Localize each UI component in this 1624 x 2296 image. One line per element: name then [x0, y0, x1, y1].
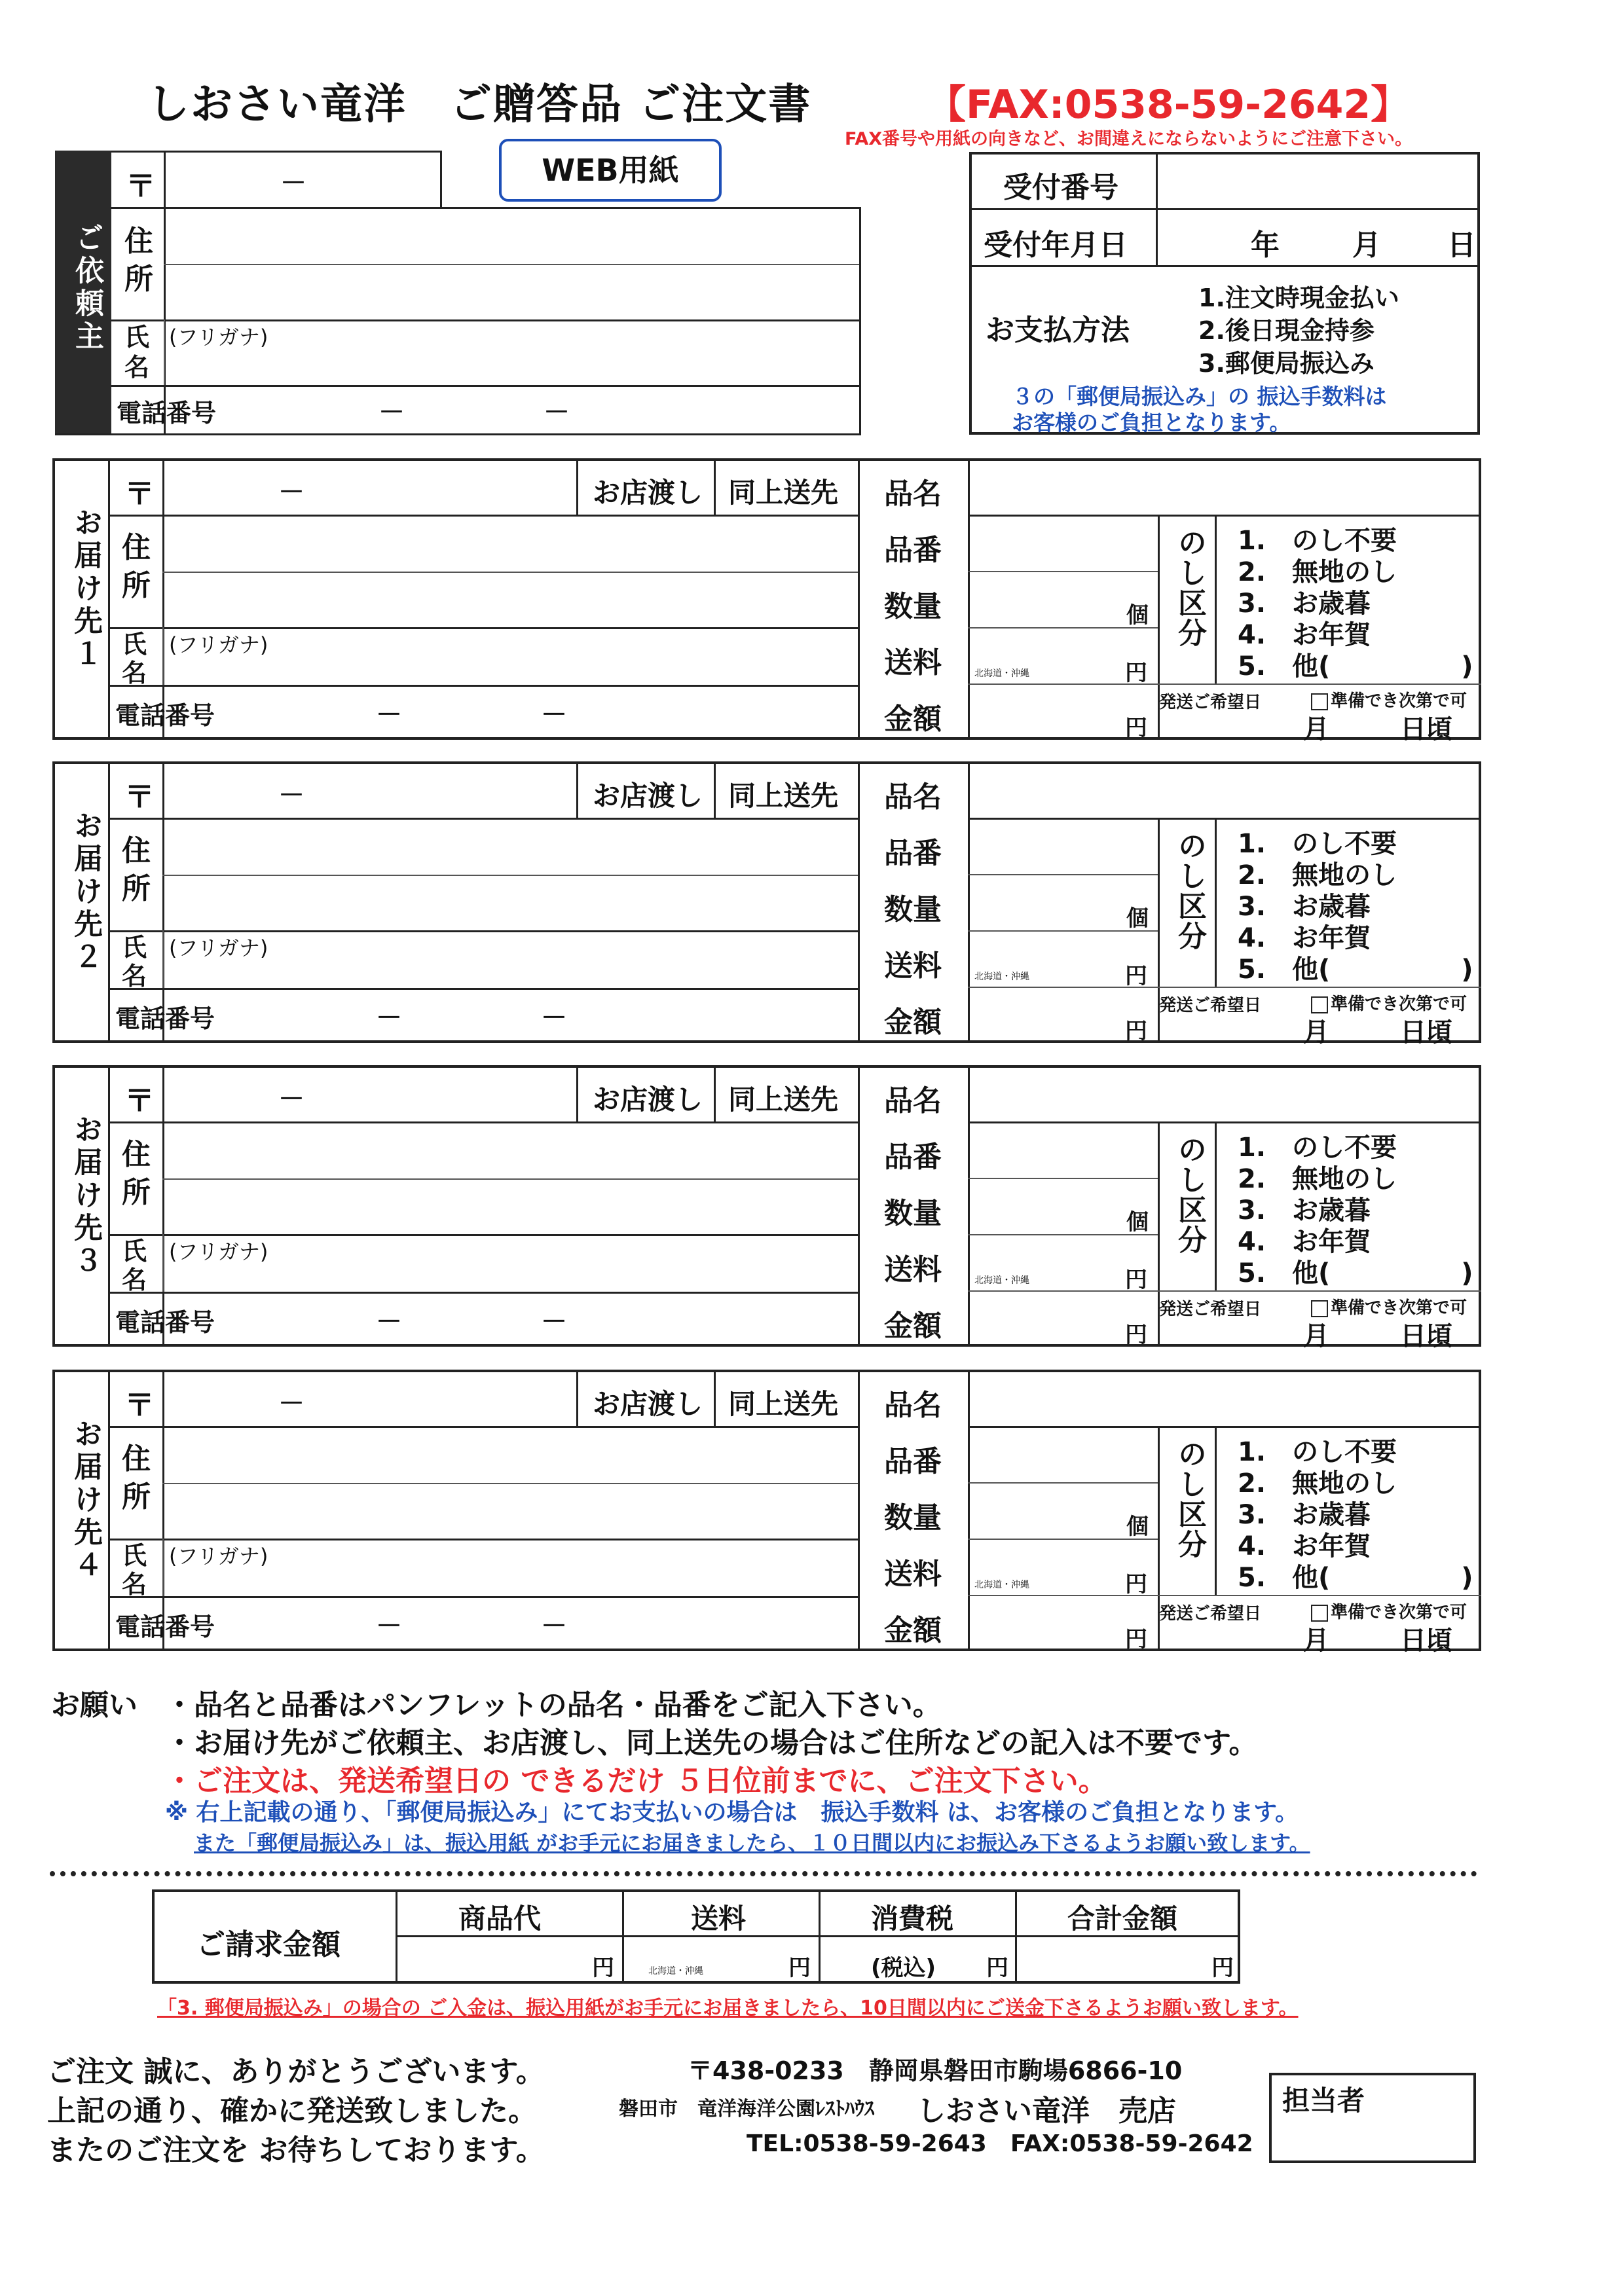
- receipt-date-field[interactable]: [1160, 212, 1477, 263]
- delivery-3-hokkaido-note: 北海道・沖縄: [974, 1275, 1029, 1286]
- delivery-2-item-name-field[interactable]: [972, 765, 1477, 815]
- delivery-3-postal-dash: －: [278, 1084, 304, 1114]
- requester-phone-dash1: －: [378, 397, 405, 428]
- delivery-2-name-field[interactable]: [166, 958, 854, 987]
- delivery-2-month-label: 月: [1303, 1017, 1329, 1048]
- thanks-line-1: ご注文 誠に、ありがとうございます。: [47, 2055, 545, 2088]
- checkbox-icon: [1311, 1605, 1328, 1622]
- thanks-line-2: 上記の通り、確かに発送致しました。: [47, 2094, 537, 2128]
- delivery-3-address-field[interactable]: [166, 1124, 854, 1233]
- requests-label: お願い: [51, 1688, 138, 1722]
- billing-tax-included: (税込): [871, 1955, 936, 1981]
- delivery-2-amount-label: 金額: [884, 1006, 942, 1039]
- receipt-no-field[interactable]: [1160, 156, 1477, 206]
- delivery-1-ready-label: 準備でき次第で可: [1331, 691, 1467, 711]
- receipt-no-label: 受付番号: [1003, 171, 1118, 204]
- receipt-day: 日: [1447, 228, 1476, 262]
- delivery-3-phone-dash2: －: [541, 1307, 567, 1337]
- shop-name: しおさい竜洋 売店: [917, 2094, 1176, 2128]
- delivery-3-noshi-option-2[interactable]: 2. 無地のし: [1238, 1164, 1397, 1194]
- delivery-1-postal-field[interactable]: [166, 462, 572, 512]
- billing-tax-yen: 円: [986, 1955, 1008, 1981]
- delivery-2-item-no-field[interactable]: [972, 820, 1155, 871]
- requester-postal-mark: 〒: [126, 168, 156, 204]
- delivery-1-amount-label: 金額: [884, 702, 942, 736]
- requester-address-label: 住所: [124, 225, 153, 296]
- delivery-1-postal-dash: －: [278, 477, 304, 507]
- requester-furigana: (フリガナ): [169, 325, 268, 350]
- delivery-1-item-name-field[interactable]: [972, 462, 1477, 512]
- delivery-2-noshi-option-4[interactable]: 4. お年賀: [1238, 923, 1371, 953]
- delivery-3-name-field[interactable]: [166, 1262, 854, 1290]
- delivery-3-quantity-label: 数量: [884, 1197, 942, 1230]
- request-line-5: また「郵便局振込み」は、振込用紙 がお手元にお届きましたら、１０日間以内にお振込み下さるようお願い致します。: [194, 1831, 1310, 1855]
- delivery-3-unit-piece: 個: [1126, 1209, 1149, 1235]
- billing-header-tax: 消費税: [871, 1903, 954, 1935]
- thanks-line-3: またのご注文を お待ちしております。: [47, 2134, 545, 2167]
- delivery-3-noshi-option-4[interactable]: 4. お年賀: [1238, 1227, 1371, 1257]
- delivery-2-same-as-above[interactable]: 同上送先: [728, 780, 839, 812]
- delivery-2-amount-yen: 円: [1125, 1018, 1147, 1044]
- delivery-4-item-name-label: 品名: [884, 1389, 942, 1422]
- receipt-year: 年: [1251, 228, 1280, 262]
- delivery-2-noshi-option-2[interactable]: 2. 無地のし: [1238, 860, 1397, 890]
- staff-label: 担当者: [1282, 2085, 1365, 2117]
- delivery-4-label: お届け先４: [69, 1419, 102, 1582]
- shop-contact: TEL:0538-59-2643 FAX:0538-59-2642: [747, 2130, 1253, 2157]
- delivery-4-month-label: 月: [1303, 1626, 1329, 1656]
- billing-shipping-yen: 円: [788, 1955, 811, 1981]
- delivery-3-same-as-above[interactable]: 同上送先: [728, 1084, 839, 1116]
- delivery-2-postal-field[interactable]: [166, 765, 572, 815]
- delivery-4-address-label: 住所: [122, 1442, 151, 1514]
- delivery-2-noshi-option-3[interactable]: 3. お歳暮: [1238, 892, 1371, 922]
- request-line-2: ・お届け先がご依頼主、お店渡し、同上送先の場合はご住所などの記入は不要です。: [165, 1726, 1258, 1760]
- delivery-3-item-no-label: 品番: [884, 1140, 942, 1174]
- delivery-1-furigana: (フリガナ): [169, 632, 268, 657]
- delivery-1-address-label: 住所: [122, 531, 151, 602]
- delivery-2-item-name-label: 品名: [884, 780, 942, 814]
- delivery-4-shipping-label: 送料: [884, 1558, 942, 1591]
- delivery-1-month-label: 月: [1303, 714, 1329, 744]
- delivery-3-ship-date-label: 発送ご希望日: [1159, 1300, 1262, 1319]
- billing-goods-yen: 円: [592, 1955, 614, 1981]
- delivery-1-phone-label: 電話番号: [115, 701, 215, 730]
- delivery-3-month-label: 月: [1303, 1321, 1329, 1351]
- delivery-3-amount-label: 金額: [884, 1309, 942, 1343]
- delivery-2-name-label: 氏名: [122, 933, 147, 991]
- billing-note: 「3. 郵便局振込み」の場合の ご入金は、振込用紙がお手元にお届きましたら、10日間以内にご送金下さるようお願い致します。: [157, 1997, 1299, 2020]
- delivery-1-name-label: 氏名: [122, 630, 147, 687]
- delivery-4-phone-label: 電話番号: [115, 1613, 215, 1641]
- delivery-1-postal-mark: 〒: [124, 476, 155, 511]
- delivery-1-address-field[interactable]: [166, 517, 854, 626]
- delivery-2-store-pickup[interactable]: お店渡し: [593, 780, 703, 812]
- checkbox-icon: [1311, 996, 1328, 1013]
- delivery-1-amount-yen: 円: [1125, 715, 1147, 741]
- delivery-3-noshi-option-1[interactable]: 1. のし不要: [1238, 1133, 1397, 1163]
- delivery-4-noshi-option-5[interactable]: 5. 他( ): [1238, 1563, 1473, 1593]
- billing-shipping-field[interactable]: [626, 1939, 816, 1981]
- delivery-3-noshi-option-3[interactable]: 3. お歳暮: [1238, 1195, 1371, 1226]
- request-line-1: ・品名と品番はパンフレットの品名・品番をご記入下さい。: [165, 1688, 942, 1722]
- billing-header-goods: 商品代: [458, 1903, 542, 1935]
- delivery-3-shipping-yen: 円: [1125, 1267, 1147, 1293]
- delivery-1-item-no-field[interactable]: [972, 517, 1155, 568]
- payment-option-2[interactable]: 2.後日現金持参: [1198, 316, 1375, 345]
- form-title: しおさい竜洋 ご贈答品 ご注文書: [147, 81, 812, 129]
- billing-header-shipping: 送料: [691, 1903, 747, 1935]
- requester-phone-dash2: －: [544, 397, 570, 428]
- delivery-4-same-as-above[interactable]: 同上送先: [728, 1388, 839, 1420]
- delivery-4-day-label: 日頃: [1400, 1626, 1452, 1656]
- delivery-1-noshi-label: のし区分: [1173, 528, 1206, 648]
- requester-address-field[interactable]: [167, 210, 856, 317]
- requester-name-label: 氏名: [124, 323, 150, 382]
- delivery-3-name-label: 氏名: [122, 1237, 147, 1294]
- delivery-2-ship-date-label: 発送ご希望日: [1159, 996, 1262, 1015]
- delivery-2-quantity-label: 数量: [884, 893, 942, 926]
- delivery-1-noshi-option-3[interactable]: 3. お歳暮: [1238, 589, 1371, 619]
- requester-postal-dash: －: [280, 168, 306, 198]
- web-badge: WEB用紙: [499, 139, 722, 202]
- delivery-4-amount-label: 金額: [884, 1614, 942, 1647]
- delivery-1-unit-piece: 個: [1126, 602, 1149, 629]
- delivery-1-store-pickup[interactable]: お店渡し: [593, 477, 703, 509]
- delivery-4-furigana: (フリガナ): [169, 1544, 268, 1569]
- delivery-2-noshi-label: のし区分: [1173, 831, 1206, 951]
- delivery-4-ship-date-label: 発送ご希望日: [1159, 1604, 1262, 1624]
- delivery-1-noshi-option-5[interactable]: 5. 他( ): [1238, 651, 1473, 682]
- delivery-2-day-label: 日頃: [1400, 1017, 1452, 1048]
- delivery-2-shipping-label: 送料: [884, 949, 942, 983]
- delivery-2-phone-label: 電話番号: [115, 1004, 215, 1033]
- delivery-3-noshi-label: のし区分: [1173, 1135, 1206, 1255]
- delivery-3-item-name-field[interactable]: [972, 1069, 1477, 1119]
- delivery-4-amount-yen: 円: [1125, 1626, 1147, 1652]
- fax-number: 【FAX:0538-59-2642】: [927, 82, 1411, 128]
- delivery-4-ready-label: 準備でき次第で可: [1331, 1603, 1467, 1622]
- delivery-4-postal-field[interactable]: [166, 1374, 572, 1423]
- delivery-1-noshi-option-4[interactable]: 4. お年賀: [1238, 620, 1371, 650]
- delivery-1-label: お届け先１: [69, 507, 102, 671]
- delivery-3-store-pickup[interactable]: お店渡し: [593, 1084, 703, 1116]
- delivery-2-label: お届け先２: [69, 811, 102, 974]
- delivery-3-amount-yen: 円: [1125, 1322, 1147, 1348]
- delivery-3-postal-mark: 〒: [124, 1083, 155, 1118]
- dotted-separator: [50, 1871, 1477, 1876]
- delivery-1-noshi-option-2[interactable]: 2. 無地のし: [1238, 557, 1397, 587]
- billing-label: ご請求金額: [196, 1928, 341, 1961]
- delivery-3-furigana: (フリガナ): [169, 1239, 268, 1264]
- delivery-2-phone-dash1: －: [376, 1003, 402, 1033]
- delivery-2-postal-mark: 〒: [124, 779, 155, 814]
- delivery-1-noshi-option-1[interactable]: 1. のし不要: [1238, 526, 1397, 556]
- delivery-2-phone-dash2: －: [541, 1003, 567, 1033]
- receipt-date-label: 受付年月日: [984, 228, 1128, 262]
- delivery-1-same-as-above[interactable]: 同上送先: [728, 477, 839, 509]
- delivery-2-address-field[interactable]: [166, 820, 854, 929]
- delivery-1-shipping-yen: 円: [1125, 660, 1147, 686]
- delivery-4-noshi-option-2[interactable]: 2. 無地のし: [1238, 1468, 1397, 1499]
- delivery-2-item-no-label: 品番: [884, 837, 942, 870]
- receipt-month: 月: [1352, 228, 1381, 262]
- checkbox-icon: [1311, 1300, 1328, 1317]
- delivery-2-noshi-option-1[interactable]: 1. のし不要: [1238, 829, 1397, 859]
- billing-tax-field[interactable]: [822, 1939, 1012, 1981]
- delivery-4-phone-dash2: －: [541, 1611, 567, 1641]
- billing-total-field[interactable]: [1019, 1939, 1238, 1981]
- delivery-1-phone-dash1: －: [376, 700, 402, 730]
- delivery-4-noshi-label: のし区分: [1173, 1439, 1206, 1559]
- checkbox-icon: [1311, 693, 1328, 710]
- shop-address: 〒438-0233 静岡県磐田市駒場6866-10: [688, 2056, 1183, 2085]
- delivery-1-name-field[interactable]: [166, 655, 854, 683]
- request-line-4: ※ 右上記載の通り、「郵便局振込み」にてお支払いの場合は 振込手数料 は、お客様のご負担となります。: [165, 1799, 1299, 1826]
- delivery-2-furigana: (フリガナ): [169, 936, 268, 960]
- payment-option-3[interactable]: 3.郵便局振込み: [1198, 349, 1375, 378]
- delivery-3-item-name-label: 品名: [884, 1084, 942, 1118]
- delivery-3-label: お届け先３: [69, 1114, 102, 1278]
- delivery-4-item-no-field[interactable]: [972, 1429, 1155, 1480]
- delivery-2-noshi-option-5[interactable]: 5. 他( ): [1238, 955, 1473, 985]
- delivery-1-item-no-label: 品番: [884, 534, 942, 567]
- billing-header-total: 合計金額: [1067, 1903, 1178, 1935]
- request-line-3: ・ご注文は、発送希望日の できるだけ ５日位前までに、ご注文下さい。: [165, 1764, 1107, 1798]
- delivery-4-quantity-label: 数量: [884, 1501, 942, 1535]
- delivery-4-hokkaido-note: 北海道・沖縄: [974, 1580, 1029, 1590]
- delivery-3-ready-label: 準備でき次第で可: [1331, 1298, 1467, 1318]
- delivery-3-shipping-label: 送料: [884, 1253, 942, 1286]
- requester-label: ご依頼主: [70, 223, 103, 354]
- delivery-1-day-label: 日頃: [1400, 714, 1452, 744]
- delivery-2-shipping-yen: 円: [1125, 963, 1147, 989]
- delivery-4-noshi-option-3[interactable]: 3. お歳暮: [1238, 1500, 1371, 1530]
- billing-goods-field[interactable]: [399, 1939, 619, 1981]
- delivery-1-phone-dash2: －: [541, 700, 567, 730]
- delivery-2-ready-label: 準備でき次第で可: [1331, 994, 1467, 1014]
- delivery-3-phone-label: 電話番号: [115, 1308, 215, 1337]
- delivery-1-item-name-label: 品名: [884, 477, 942, 511]
- payment-option-1[interactable]: 1.注文時現金払い: [1198, 283, 1399, 312]
- delivery-4-item-no-label: 品番: [884, 1445, 942, 1478]
- delivery-4-postal-mark: 〒: [124, 1387, 155, 1423]
- delivery-2-hokkaido-note: 北海道・沖縄: [974, 972, 1029, 982]
- delivery-4-noshi-option-4[interactable]: 4. お年賀: [1238, 1531, 1371, 1561]
- delivery-4-unit-piece: 個: [1126, 1514, 1149, 1540]
- shop-place: 磐田市 竜洋海洋公園ﾚｽﾄﾊｳｽ: [619, 2098, 874, 2121]
- delivery-4-phone-dash1: －: [376, 1611, 402, 1641]
- delivery-3-item-no-field[interactable]: [972, 1124, 1155, 1175]
- delivery-4-noshi-option-1[interactable]: 1. のし不要: [1238, 1437, 1397, 1467]
- delivery-4-postal-dash: －: [278, 1389, 304, 1419]
- delivery-1-ship-date-label: 発送ご希望日: [1159, 693, 1262, 712]
- delivery-2-unit-piece: 個: [1126, 905, 1149, 932]
- delivery-1-quantity-label: 数量: [884, 590, 942, 623]
- delivery-2-address-label: 住所: [122, 834, 151, 905]
- delivery-3-postal-field[interactable]: [166, 1069, 572, 1119]
- delivery-2-postal-dash: －: [278, 780, 304, 811]
- delivery-4-store-pickup[interactable]: お店渡し: [593, 1388, 703, 1420]
- billing-total-yen: 円: [1211, 1955, 1234, 1981]
- payment-note-2: お客様のご負担となります。: [1012, 410, 1291, 435]
- delivery-4-shipping-yen: 円: [1125, 1571, 1147, 1597]
- delivery-3-noshi-option-5[interactable]: 5. 他( ): [1238, 1258, 1473, 1288]
- fax-note: FAX番号や用紙の向きなど、お間違えにならないようにご注意下さい。: [845, 129, 1413, 149]
- delivery-4-name-label: 氏名: [122, 1541, 147, 1599]
- delivery-3-address-label: 住所: [122, 1138, 151, 1209]
- delivery-3-day-label: 日頃: [1400, 1321, 1452, 1351]
- delivery-4-item-name-field[interactable]: [972, 1374, 1477, 1423]
- delivery-4-address-field[interactable]: [166, 1429, 854, 1537]
- payment-label: お支払方法: [986, 314, 1130, 347]
- delivery-3-phone-dash1: －: [376, 1307, 402, 1337]
- delivery-4-name-field[interactable]: [166, 1566, 854, 1595]
- delivery-1-shipping-label: 送料: [884, 646, 942, 680]
- billing-hokkaido-note: 北海道・沖縄: [648, 1966, 703, 1977]
- delivery-1-hokkaido-note: 北海道・沖縄: [974, 668, 1029, 679]
- requester-phone-label: 電話番号: [117, 399, 217, 428]
- payment-note-1: ３の「郵便局振込み」の 振込手数料は: [1012, 384, 1387, 409]
- requester-name-field[interactable]: [167, 347, 856, 382]
